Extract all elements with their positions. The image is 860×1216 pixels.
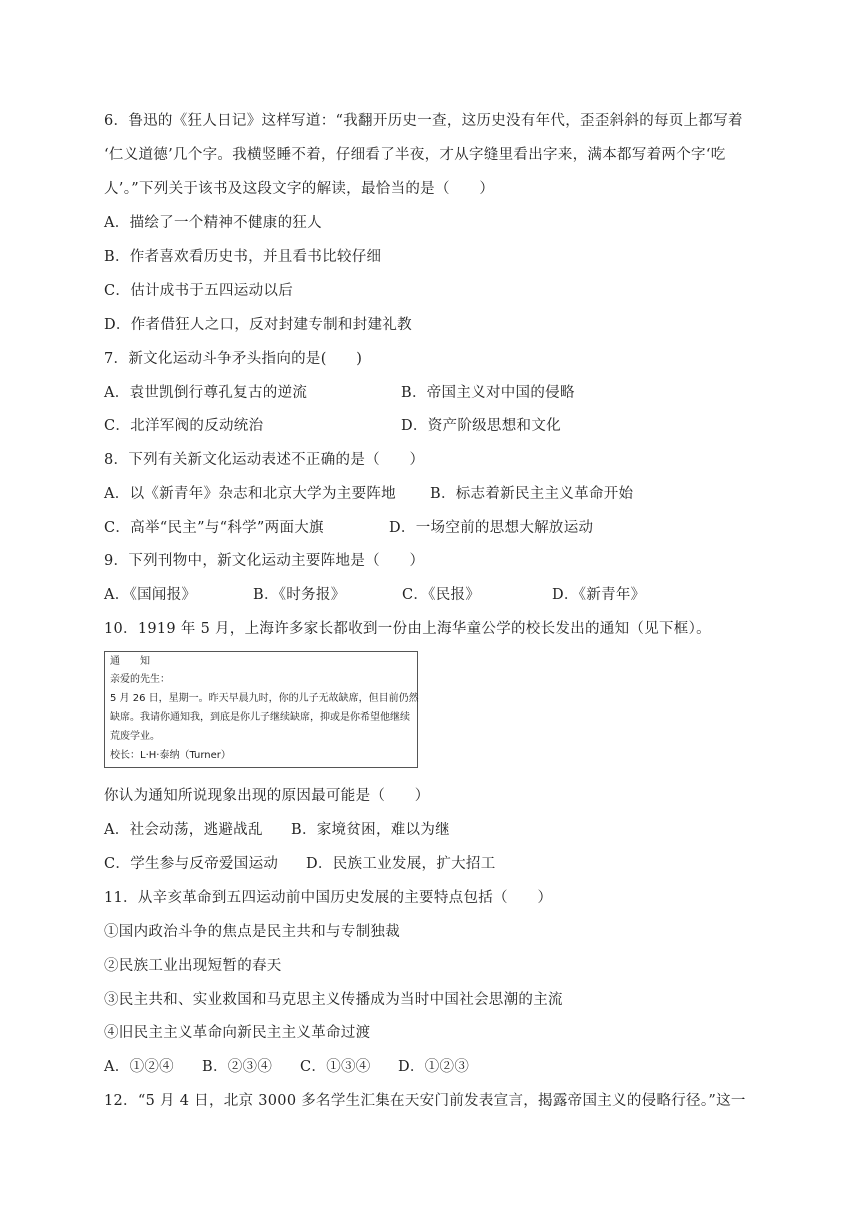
q6-stem-line-2: ‘仁义道德’几个字。我横竖睡不着，仔细看了半夜，才从字缝里看出字来，满本都写着两个字‘吃: [104, 147, 726, 163]
q8-option-a: A．以《新青年》杂志和北京大学为主要阵地: [104, 486, 396, 502]
q8-stem: 8．下列有关新文化运动表述不正确的是（ ）: [104, 452, 425, 468]
q6-option-b: B．作者喜欢看历史书，并且看书比较仔细: [104, 249, 382, 265]
q10-option-d: D．民族工业发展，扩大招工: [306, 856, 496, 872]
notice-line-3: 缺席。我请你通知我，到底是你儿子继续缺席，抑或是你希望他继续: [110, 712, 410, 723]
q11-item-2: ②民族工业出现短暂的春天: [104, 958, 282, 974]
q11-item-1: ①国内政治斗争的焦点是民主共和与专制独裁: [104, 924, 400, 940]
q7-option-d: D．资产阶级思想和文化: [401, 418, 561, 434]
q8-option-c: C．高举“民主”与“科学”两面大旗: [104, 520, 324, 536]
q11-item-4: ④旧民主主义革命向新民主主义革命过渡: [104, 1025, 371, 1041]
q10-option-a: A．社会动荡，逃避战乱: [104, 822, 263, 838]
q9-option-b: B．《时务报》: [253, 587, 346, 603]
q6-option-a: A．描绘了一个精神不健康的狂人: [104, 215, 322, 231]
q8-option-d: D．一场空前的思想大解放运动: [389, 520, 594, 536]
q7-stem: 7．新文化运动斗争矛头指向的是( ): [104, 351, 363, 367]
q9-option-c: C．《民报》: [402, 587, 481, 603]
q11-option-d: D．①②③: [398, 1059, 470, 1075]
q9-stem: 9．下列刊物中，新文化运动主要阵地是（ ）: [104, 553, 425, 569]
q10-option-b: B．家境贫困，难以为继: [291, 822, 450, 838]
q11-option-c: C．①③④: [300, 1059, 371, 1075]
q10-stem: 10．1919 年 5 月，上海许多家长都收到一份由上海华童公学的校长发出的通知（见下框）。: [104, 621, 711, 637]
q6-stem-line-3: 人’。”下列关于该书及这段文字的解读，最恰当的是（ ）: [104, 181, 495, 197]
notice-line-4: 荒废学业。: [110, 731, 160, 742]
q10-question: 你认为通知所说现象出现的原因最可能是（ ）: [104, 788, 430, 804]
notice-line-5: 校长：L·H·泰纳（Turner）: [110, 750, 231, 761]
notice-line-2: 5 月 26 日，星期一。昨天早晨九时，你的儿子无故缺席，但目前仍然: [110, 693, 419, 704]
q11-option-a: A．①②④: [104, 1059, 174, 1075]
q7-option-c: C．北洋军阀的反动统治: [104, 418, 264, 434]
q11-item-3: ③民主共和、实业救国和马克思主义传播成为当时中国社会思潮的主流: [104, 992, 563, 1008]
q10-option-c: C．学生参与反帝爱国运动: [104, 856, 279, 872]
q6-option-d: D．作者借狂人之口，反对封建专制和封建礼教: [104, 317, 412, 333]
q8-option-b: B．标志着新民主主义革命开始: [430, 486, 634, 502]
notice-box: [104, 651, 418, 768]
q7-option-b: B．帝国主义对中国的侵略: [401, 385, 575, 401]
q9-option-a: A．《国闻报》: [104, 587, 197, 603]
notice-title: 通 知: [110, 656, 150, 667]
q11-stem: 11．从辛亥革命到五四运动前中国历史发展的主要特点包括（ ）: [104, 890, 553, 906]
q12-stem: 12．“5 月 4 日，北京 3000 多名学生汇集在天安门前发表宣言，揭露帝国主义的侵略行径。”这一: [104, 1093, 746, 1109]
q6-stem-line-1: 6．鲁迅的《狂人日记》这样写道：“我翻开历史一查，这历史没有年代，歪歪斜斜的每页上都写着: [104, 113, 743, 129]
q9-option-d: D．《新青年》: [552, 587, 646, 603]
q6-option-c: C．估计成书于五四运动以后: [104, 283, 293, 299]
q7-option-a: A．袁世凯倒行尊孔复古的逆流: [104, 385, 308, 401]
notice-line-1: 亲爱的先生：: [110, 674, 170, 685]
q11-option-b: B．②③④: [202, 1059, 273, 1075]
